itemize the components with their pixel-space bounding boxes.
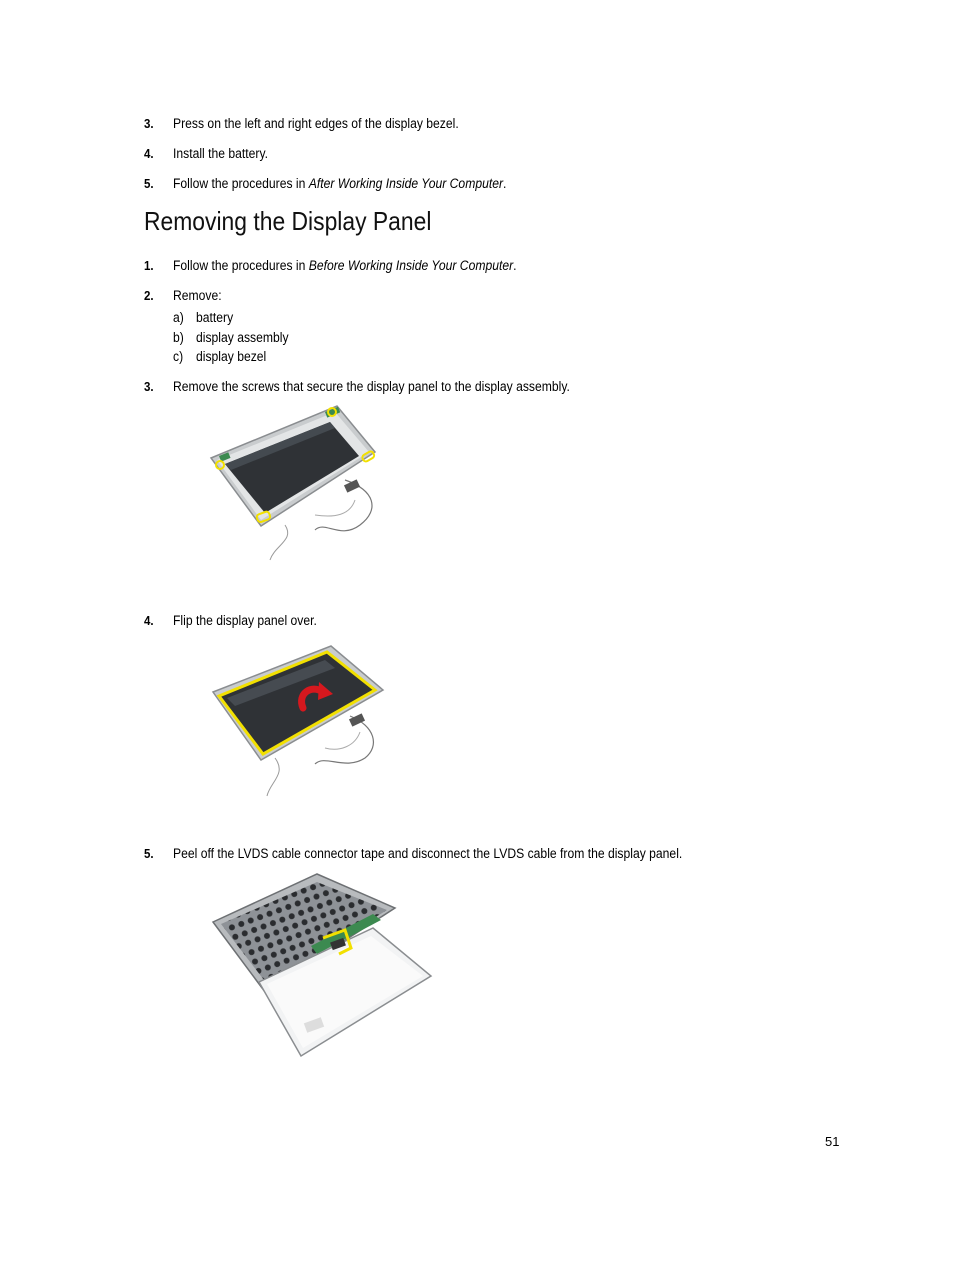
lvds-cable-image: [205, 868, 435, 1060]
page-number: 51: [825, 1134, 840, 1149]
step-text: Flip the display panel over.: [173, 613, 317, 628]
subitem-text: battery: [196, 310, 234, 325]
subitem-text: display bezel: [196, 349, 267, 364]
step-text: Install the battery.: [173, 146, 269, 161]
subitem-label: c): [173, 349, 184, 364]
step-number: 4.: [144, 614, 154, 628]
display-panel-flip-image: [175, 636, 405, 826]
step-text: Peel off the LVDS cable connector tape and disconnect the LVDS cable from the display panel.: [173, 846, 683, 861]
display-panel-screws-image: [175, 400, 405, 600]
step-text: Remove:: [173, 288, 222, 303]
step-number: 2.: [144, 289, 154, 303]
step-number: 3.: [144, 380, 154, 394]
subitem-label: a): [173, 310, 184, 325]
step-text: Follow the procedures in Before Working Inside Your Computer.: [173, 258, 517, 273]
document-reference: After Working Inside Your Computer: [308, 176, 504, 191]
section-title: Removing the Display Panel: [144, 206, 432, 236]
step-number: 3.: [144, 117, 154, 131]
subitem-text: display assembly: [196, 330, 289, 345]
subitem-label: b): [173, 330, 184, 345]
step-text: Press on the left and right edges of the display bezel.: [173, 116, 459, 131]
document-reference: Before Working Inside Your Computer: [308, 258, 514, 273]
step-number: 4.: [144, 147, 154, 161]
step-text: Follow the procedures in After Working Inside Your Computer.: [173, 176, 507, 191]
step-number: 5.: [144, 847, 154, 861]
step-text: Remove the screws that secure the display panel to the display assembly.: [173, 379, 570, 394]
step-number: 5.: [144, 177, 154, 191]
step-number: 1.: [144, 259, 154, 273]
